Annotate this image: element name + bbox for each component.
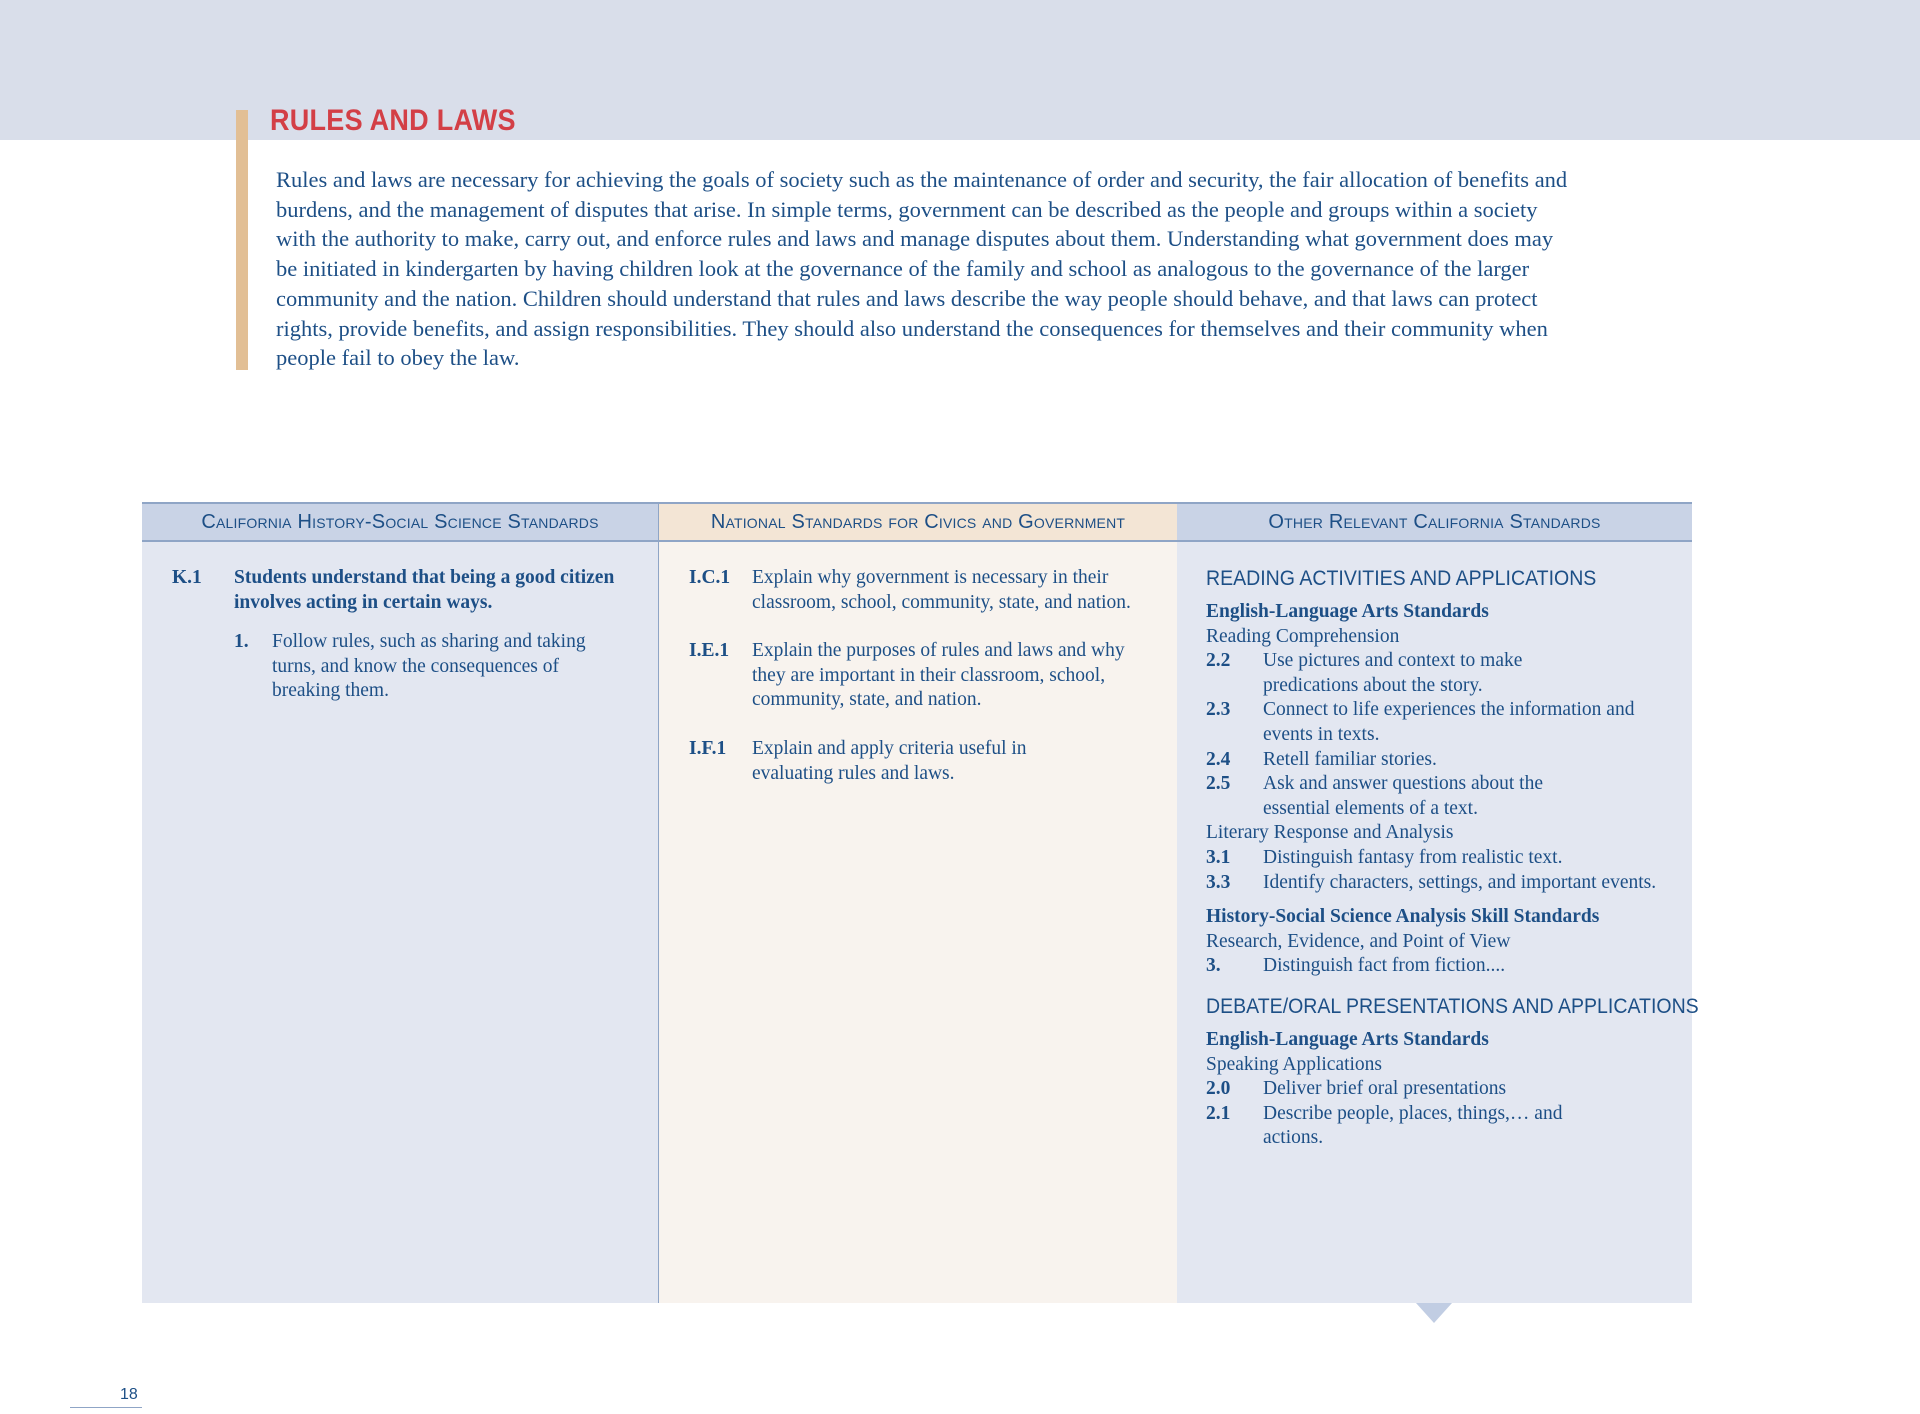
other-standards-header: Other Relevant California Standards (1177, 502, 1692, 542)
section-title: RULES AND LAWS (270, 104, 516, 137)
national-standard-item (689, 639, 1141, 713)
speaking-standard-item (1206, 1077, 1682, 1102)
item-text: Ask and answer questions about the essential elements of a text. (1263, 773, 1543, 819)
reading-standard-item (1206, 772, 1682, 821)
item-code: 2.2 (1206, 650, 1231, 672)
national-standard-item (689, 566, 1141, 615)
title-accent-bar (236, 110, 248, 370)
item-text: Distinguish fact from fiction.... (1263, 955, 1506, 977)
standard-k1-sub-1 (234, 630, 618, 704)
standards-table (142, 502, 1699, 1303)
item-text: Connect to life experiences the information and events in texts. (1263, 699, 1635, 745)
literary-standard-item (1206, 846, 1682, 871)
item-code: 2.3 (1206, 699, 1231, 721)
speaking-applications-title: Speaking Applications (1206, 1053, 1383, 1075)
item-text: Use pictures and context to make predications about the story. (1263, 650, 1523, 696)
intro-paragraph: Rules and laws are necessary for achieving the goals of society such as the maintenance of order and security, the fair allocation of benefits and burdens, and the management of disputes that arise. In simple terms, government can be described as the people and groups within a society with the authority to make, carry out, and enforce rules and laws and manage disputes about them. Understanding what government does may be initiated in kindergarten by having children look at the governance of the family and school as analogous to the governance of the larger community and the nation. Children should understand that rules and laws describe the way people should behave, and that laws can protect rights, provide benefits, and assign responsibilities. They should also understand the consequences for themselves and their community when people fail to obey the law. (276, 167, 1568, 371)
item-code: 3.3 (1206, 871, 1231, 893)
item-text: Explain the purposes of rules and laws and why they are important in their classroom, school, community, state, and nation. (752, 640, 1125, 711)
item-text: Retell familiar stories. (1263, 748, 1437, 770)
literary-response-title: Literary Response and Analysis (1206, 822, 1454, 844)
national-standards-column (658, 502, 1178, 1303)
reading-heading: READING ACTIVITIES AND APPLICATIONS (1206, 567, 1597, 590)
continue-arrow-icon (1416, 1303, 1452, 1323)
item-code: I.E.1 (689, 640, 730, 662)
item-text: Explain why government is necessary in their classroom, school, community, state, and nation. (752, 567, 1131, 613)
ela-standards-title: English-Language Arts Standards (1206, 601, 1489, 622)
speaking-standard-item (1206, 1102, 1682, 1151)
item-code: 2.0 (1206, 1078, 1231, 1100)
item-code: 3.1 (1206, 846, 1231, 868)
page-number-rule (70, 1407, 142, 1408)
sub-standard-text: Follow rules, such as sharing and taking turns, and know the consequences of breaking them. (272, 631, 586, 702)
reading-standard-item (1206, 748, 1682, 773)
reading-comprehension-title: Reading Comprehension (1206, 625, 1400, 647)
item-text: Distinguish fantasy from realistic text. (1263, 846, 1563, 868)
page-number: 18 (120, 1386, 138, 1403)
standard-text: Students understand that being a good citizen involves acting in certain ways. (234, 567, 615, 613)
item-code: 2.1 (1206, 1102, 1231, 1124)
national-standard-item (689, 737, 1141, 786)
item-code: 3. (1206, 955, 1221, 977)
item-text: Identify characters, settings, and important events. (1263, 871, 1657, 893)
hss-skill-standards-title: History-Social Science Analysis Skill Standards (1206, 906, 1600, 928)
research-standard-item (1206, 954, 1682, 979)
item-code: I.F.1 (689, 737, 727, 759)
debate-ela-standards-title: English-Language Arts Standards (1206, 1028, 1489, 1050)
national-standards-header: National Standards for Civics and Government (659, 502, 1177, 542)
standard-k1 (172, 566, 618, 615)
item-code: 2.4 (1206, 748, 1231, 770)
item-text: Deliver brief oral presentations (1263, 1078, 1507, 1100)
reading-standard-item (1206, 698, 1682, 747)
debate-heading: DEBATE/ORAL PRESENTATIONS AND APPLICATIONS (1206, 994, 1699, 1018)
item-code: 2.5 (1206, 773, 1231, 795)
research-evidence-title: Research, Evidence, and Point of View (1206, 930, 1511, 952)
literary-standard-item (1206, 871, 1682, 896)
standard-code: K.1 (172, 567, 202, 588)
item-code: I.C.1 (689, 567, 731, 588)
reading-standard-item (1206, 649, 1682, 698)
california-standards-column (142, 502, 658, 1303)
other-standards-column (1177, 502, 1699, 1303)
sub-standard-code: 1. (234, 631, 249, 653)
california-standards-header: California History-Social Science Standards (142, 502, 658, 542)
item-text: Describe people, places, things,… and actions. (1263, 1102, 1563, 1149)
item-text: Explain and apply criteria useful in evaluating rules and laws. (752, 737, 1027, 784)
